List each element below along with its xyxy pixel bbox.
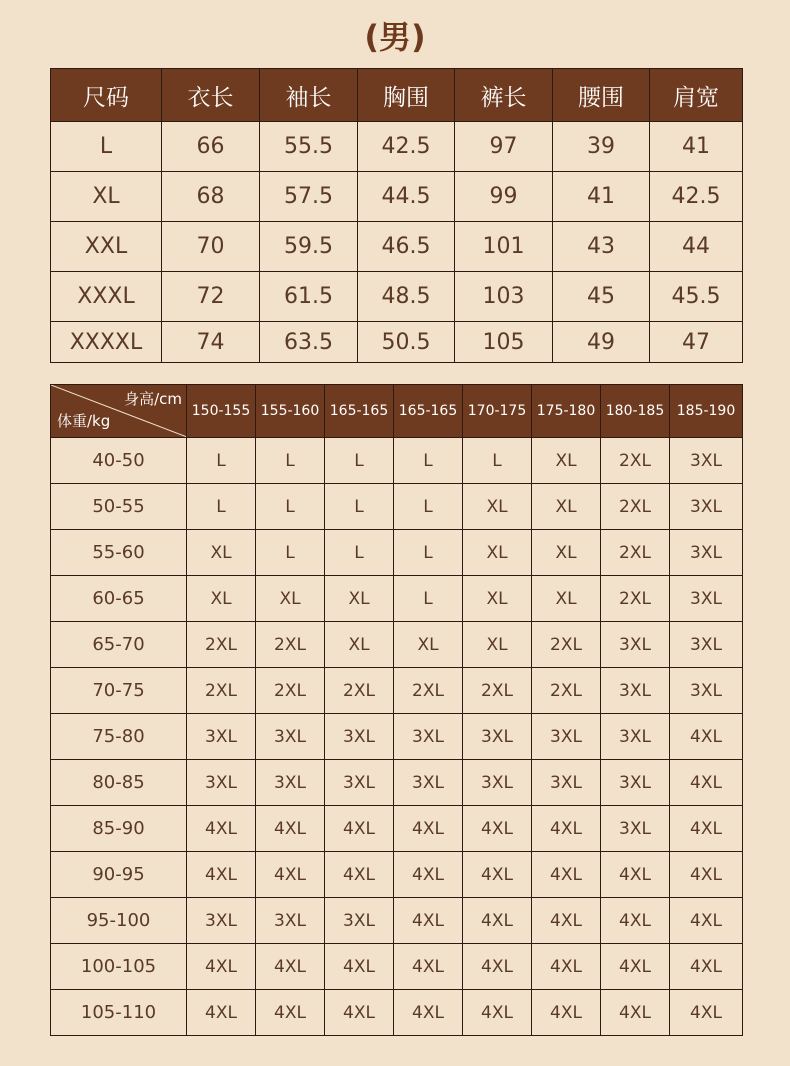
size-table-cell: 41 xyxy=(553,172,650,222)
recommended-size-cell: 4XL xyxy=(532,944,601,990)
corner-header xyxy=(51,385,187,438)
size-table-cell: 47 xyxy=(650,322,743,363)
height-range-header: 175-180 xyxy=(532,385,601,438)
size-table-cell: 44.5 xyxy=(358,172,455,222)
recommended-size-cell: 4XL xyxy=(532,806,601,852)
weight-range-cell: 90-95 xyxy=(51,852,187,898)
recommended-size-cell: 4XL xyxy=(601,898,670,944)
recommended-size-cell: L xyxy=(394,438,463,484)
size-table-cell: XXXL xyxy=(51,272,162,322)
recommended-size-cell: 4XL xyxy=(670,760,743,806)
fit-table-row xyxy=(51,530,743,576)
recommended-size-cell: 3XL xyxy=(325,760,394,806)
recommended-size-cell: 4XL xyxy=(325,944,394,990)
fit-table-row xyxy=(51,576,743,622)
fit-table-row xyxy=(51,760,743,806)
recommended-size-cell: 3XL xyxy=(256,714,325,760)
recommended-size-cell: 3XL xyxy=(394,714,463,760)
size-table-cell: 44 xyxy=(650,222,743,272)
recommended-size-cell: 4XL xyxy=(670,944,743,990)
size-table-row xyxy=(51,172,743,222)
recommended-size-cell: 3XL xyxy=(187,760,256,806)
height-range-header: 170-175 xyxy=(463,385,532,438)
fit-table-row xyxy=(51,852,743,898)
recommended-size-cell: L xyxy=(325,438,394,484)
size-table-cell: 42.5 xyxy=(358,122,455,172)
recommended-size-cell: XL xyxy=(187,530,256,576)
fit-table-header-row xyxy=(51,385,743,438)
recommended-size-cell: 3XL xyxy=(670,484,743,530)
recommended-size-cell: XL xyxy=(463,576,532,622)
size-table-cell: 74 xyxy=(162,322,260,363)
weight-axis-label: 体重/kg xyxy=(57,412,111,430)
recommended-size-cell: 3XL xyxy=(670,438,743,484)
height-range-header: 165-165 xyxy=(394,385,463,438)
recommended-size-cell: 4XL xyxy=(394,852,463,898)
header-sleeve: 袖长 xyxy=(260,69,358,122)
height-range-header: 155-160 xyxy=(256,385,325,438)
fit-table-row xyxy=(51,898,743,944)
height-range-header: 165-165 xyxy=(325,385,394,438)
header-chest: 胸围 xyxy=(358,69,455,122)
fit-table-row xyxy=(51,806,743,852)
recommended-size-cell: 3XL xyxy=(463,760,532,806)
recommended-size-cell: 4XL xyxy=(601,852,670,898)
recommended-size-cell: 4XL xyxy=(256,852,325,898)
recommended-size-cell: 4XL xyxy=(670,898,743,944)
weight-range-cell: 70-75 xyxy=(51,668,187,714)
recommended-size-cell: 3XL xyxy=(601,714,670,760)
recommended-size-cell: 2XL xyxy=(187,622,256,668)
recommended-size-cell: L xyxy=(325,530,394,576)
weight-range-cell: 85-90 xyxy=(51,806,187,852)
recommended-size-cell: 4XL xyxy=(394,944,463,990)
size-table-cell: 41 xyxy=(650,122,743,172)
size-table-row xyxy=(51,322,743,363)
height-range-header: 180-185 xyxy=(601,385,670,438)
weight-range-cell: 75-80 xyxy=(51,714,187,760)
recommended-size-cell: L xyxy=(187,438,256,484)
recommended-size-cell: 3XL xyxy=(670,622,743,668)
recommended-size-cell: 3XL xyxy=(187,714,256,760)
recommended-size-cell: 4XL xyxy=(463,990,532,1036)
recommended-size-cell: XL xyxy=(325,576,394,622)
recommended-size-cell: 2XL xyxy=(187,668,256,714)
size-table-cell: XXXXL xyxy=(51,322,162,363)
recommended-size-cell: 3XL xyxy=(256,898,325,944)
recommended-size-cell: 3XL xyxy=(325,898,394,944)
weight-range-cell: 50-55 xyxy=(51,484,187,530)
recommended-size-cell: 4XL xyxy=(256,944,325,990)
fit-table-row xyxy=(51,484,743,530)
header-waist: 腰围 xyxy=(553,69,650,122)
recommended-size-cell: XL xyxy=(463,530,532,576)
weight-range-cell: 105-110 xyxy=(51,990,187,1036)
recommended-size-cell: 4XL xyxy=(532,990,601,1036)
weight-range-cell: 40-50 xyxy=(51,438,187,484)
fit-table-row xyxy=(51,438,743,484)
recommended-size-cell: 4XL xyxy=(187,852,256,898)
recommended-size-cell: L xyxy=(256,438,325,484)
recommended-size-cell: 4XL xyxy=(394,898,463,944)
recommended-size-cell: L xyxy=(394,576,463,622)
size-table-cell: 42.5 xyxy=(650,172,743,222)
recommended-size-cell: 3XL xyxy=(601,668,670,714)
size-table-cell: 59.5 xyxy=(260,222,358,272)
recommended-size-cell: 3XL xyxy=(463,714,532,760)
recommended-size-cell: 3XL xyxy=(532,760,601,806)
recommended-size-cell: 2XL xyxy=(463,668,532,714)
recommended-size-cell: 2XL xyxy=(256,668,325,714)
header-length: 衣长 xyxy=(162,69,260,122)
recommended-size-cell: 3XL xyxy=(670,668,743,714)
header-shoulder: 肩宽 xyxy=(650,69,743,122)
header-size: 尺码 xyxy=(51,69,162,122)
recommended-size-cell: 4XL xyxy=(670,990,743,1036)
recommended-size-cell: 3XL xyxy=(601,622,670,668)
recommended-size-cell: 4XL xyxy=(601,944,670,990)
size-measurement-table xyxy=(50,68,743,363)
recommended-size-cell: 2XL xyxy=(394,668,463,714)
recommended-size-cell: XL xyxy=(532,438,601,484)
recommended-size-cell: 2XL xyxy=(325,668,394,714)
recommended-size-cell: 4XL xyxy=(532,852,601,898)
size-table-row xyxy=(51,222,743,272)
recommended-size-cell: 4XL xyxy=(532,898,601,944)
size-table-header-row xyxy=(51,69,743,122)
recommended-size-cell: L xyxy=(325,484,394,530)
size-table-cell: XL xyxy=(51,172,162,222)
recommended-size-cell: 2XL xyxy=(601,484,670,530)
fit-table-row xyxy=(51,714,743,760)
weight-range-cell: 95-100 xyxy=(51,898,187,944)
size-table-row xyxy=(51,272,743,322)
recommended-size-cell: 4XL xyxy=(325,990,394,1036)
size-table-cell: 43 xyxy=(553,222,650,272)
recommended-size-cell: XL xyxy=(187,576,256,622)
size-table-cell: 61.5 xyxy=(260,272,358,322)
header-pants-length: 裤长 xyxy=(455,69,553,122)
recommended-size-cell: 4XL xyxy=(187,806,256,852)
recommended-size-cell: 4XL xyxy=(256,990,325,1036)
size-table-cell: 45 xyxy=(553,272,650,322)
recommended-size-cell: 3XL xyxy=(601,806,670,852)
size-table-cell: 70 xyxy=(162,222,260,272)
recommended-size-cell: 4XL xyxy=(325,806,394,852)
recommended-size-cell: L xyxy=(187,484,256,530)
height-axis-label: 身高/cm xyxy=(124,390,182,408)
size-table-cell: 101 xyxy=(455,222,553,272)
recommended-size-cell: XL xyxy=(463,484,532,530)
recommended-size-cell: 4XL xyxy=(187,944,256,990)
recommended-size-cell: 3XL xyxy=(532,714,601,760)
recommended-size-cell: 3XL xyxy=(256,760,325,806)
size-table-cell: 50.5 xyxy=(358,322,455,363)
size-table-cell: 97 xyxy=(455,122,553,172)
size-table-cell: 45.5 xyxy=(650,272,743,322)
recommended-size-cell: L xyxy=(256,530,325,576)
weight-range-cell: 100-105 xyxy=(51,944,187,990)
weight-range-cell: 55-60 xyxy=(51,530,187,576)
size-table-cell: 99 xyxy=(455,172,553,222)
recommended-size-cell: 4XL xyxy=(670,806,743,852)
fit-table-row xyxy=(51,990,743,1036)
recommended-size-cell: 2XL xyxy=(532,668,601,714)
recommended-size-cell: 3XL xyxy=(670,576,743,622)
recommended-size-cell: 3XL xyxy=(394,760,463,806)
size-table-cell: 55.5 xyxy=(260,122,358,172)
page-title: (男) xyxy=(364,18,426,56)
recommended-size-cell: 3XL xyxy=(325,714,394,760)
recommended-size-cell: XL xyxy=(256,576,325,622)
recommended-size-cell: 4XL xyxy=(670,852,743,898)
recommended-size-cell: 3XL xyxy=(187,898,256,944)
size-table-cell: 48.5 xyxy=(358,272,455,322)
size-table-cell: 68 xyxy=(162,172,260,222)
fit-table-row xyxy=(51,668,743,714)
size-table-cell: 39 xyxy=(553,122,650,172)
recommended-size-cell: 4XL xyxy=(463,852,532,898)
recommended-size-cell: 4XL xyxy=(394,806,463,852)
recommended-size-cell: XL xyxy=(532,576,601,622)
size-table-cell: XXL xyxy=(51,222,162,272)
recommended-size-cell: L xyxy=(394,484,463,530)
recommended-size-cell: L xyxy=(256,484,325,530)
recommended-size-cell: 2XL xyxy=(256,622,325,668)
recommended-size-cell: 4XL xyxy=(463,898,532,944)
size-table-cell: 63.5 xyxy=(260,322,358,363)
size-table-cell: L xyxy=(51,122,162,172)
recommended-size-cell: 3XL xyxy=(670,530,743,576)
weight-range-cell: 65-70 xyxy=(51,622,187,668)
recommended-size-cell: XL xyxy=(532,530,601,576)
recommended-size-cell: L xyxy=(463,438,532,484)
height-range-header: 185-190 xyxy=(670,385,743,438)
weight-range-cell: 60-65 xyxy=(51,576,187,622)
size-table-cell: 105 xyxy=(455,322,553,363)
recommended-size-cell: XL xyxy=(463,622,532,668)
recommended-size-cell: 4XL xyxy=(463,806,532,852)
recommended-size-cell: XL xyxy=(325,622,394,668)
size-table-cell: 46.5 xyxy=(358,222,455,272)
recommended-size-cell: 3XL xyxy=(601,760,670,806)
fit-table-row xyxy=(51,622,743,668)
size-table-cell: 103 xyxy=(455,272,553,322)
height-range-header: 150-155 xyxy=(187,385,256,438)
weight-range-cell: 80-85 xyxy=(51,760,187,806)
recommended-size-cell: 2XL xyxy=(532,622,601,668)
size-table-cell: 72 xyxy=(162,272,260,322)
recommended-size-cell: 4XL xyxy=(256,806,325,852)
recommended-size-cell: 4XL xyxy=(670,714,743,760)
fit-table-row xyxy=(51,944,743,990)
recommended-size-cell: 2XL xyxy=(601,530,670,576)
recommended-size-cell: XL xyxy=(532,484,601,530)
size-table-cell: 66 xyxy=(162,122,260,172)
recommended-size-cell: L xyxy=(394,530,463,576)
size-table-row xyxy=(51,122,743,172)
recommended-size-cell: 4XL xyxy=(394,990,463,1036)
recommended-size-cell: 4XL xyxy=(601,990,670,1036)
recommended-size-cell: 2XL xyxy=(601,576,670,622)
height-weight-fit-table xyxy=(50,384,743,1036)
size-table-cell: 57.5 xyxy=(260,172,358,222)
recommended-size-cell: XL xyxy=(394,622,463,668)
recommended-size-cell: 2XL xyxy=(601,438,670,484)
recommended-size-cell: 4XL xyxy=(187,990,256,1036)
recommended-size-cell: 4XL xyxy=(325,852,394,898)
recommended-size-cell: 4XL xyxy=(463,944,532,990)
size-table-cell: 49 xyxy=(553,322,650,363)
